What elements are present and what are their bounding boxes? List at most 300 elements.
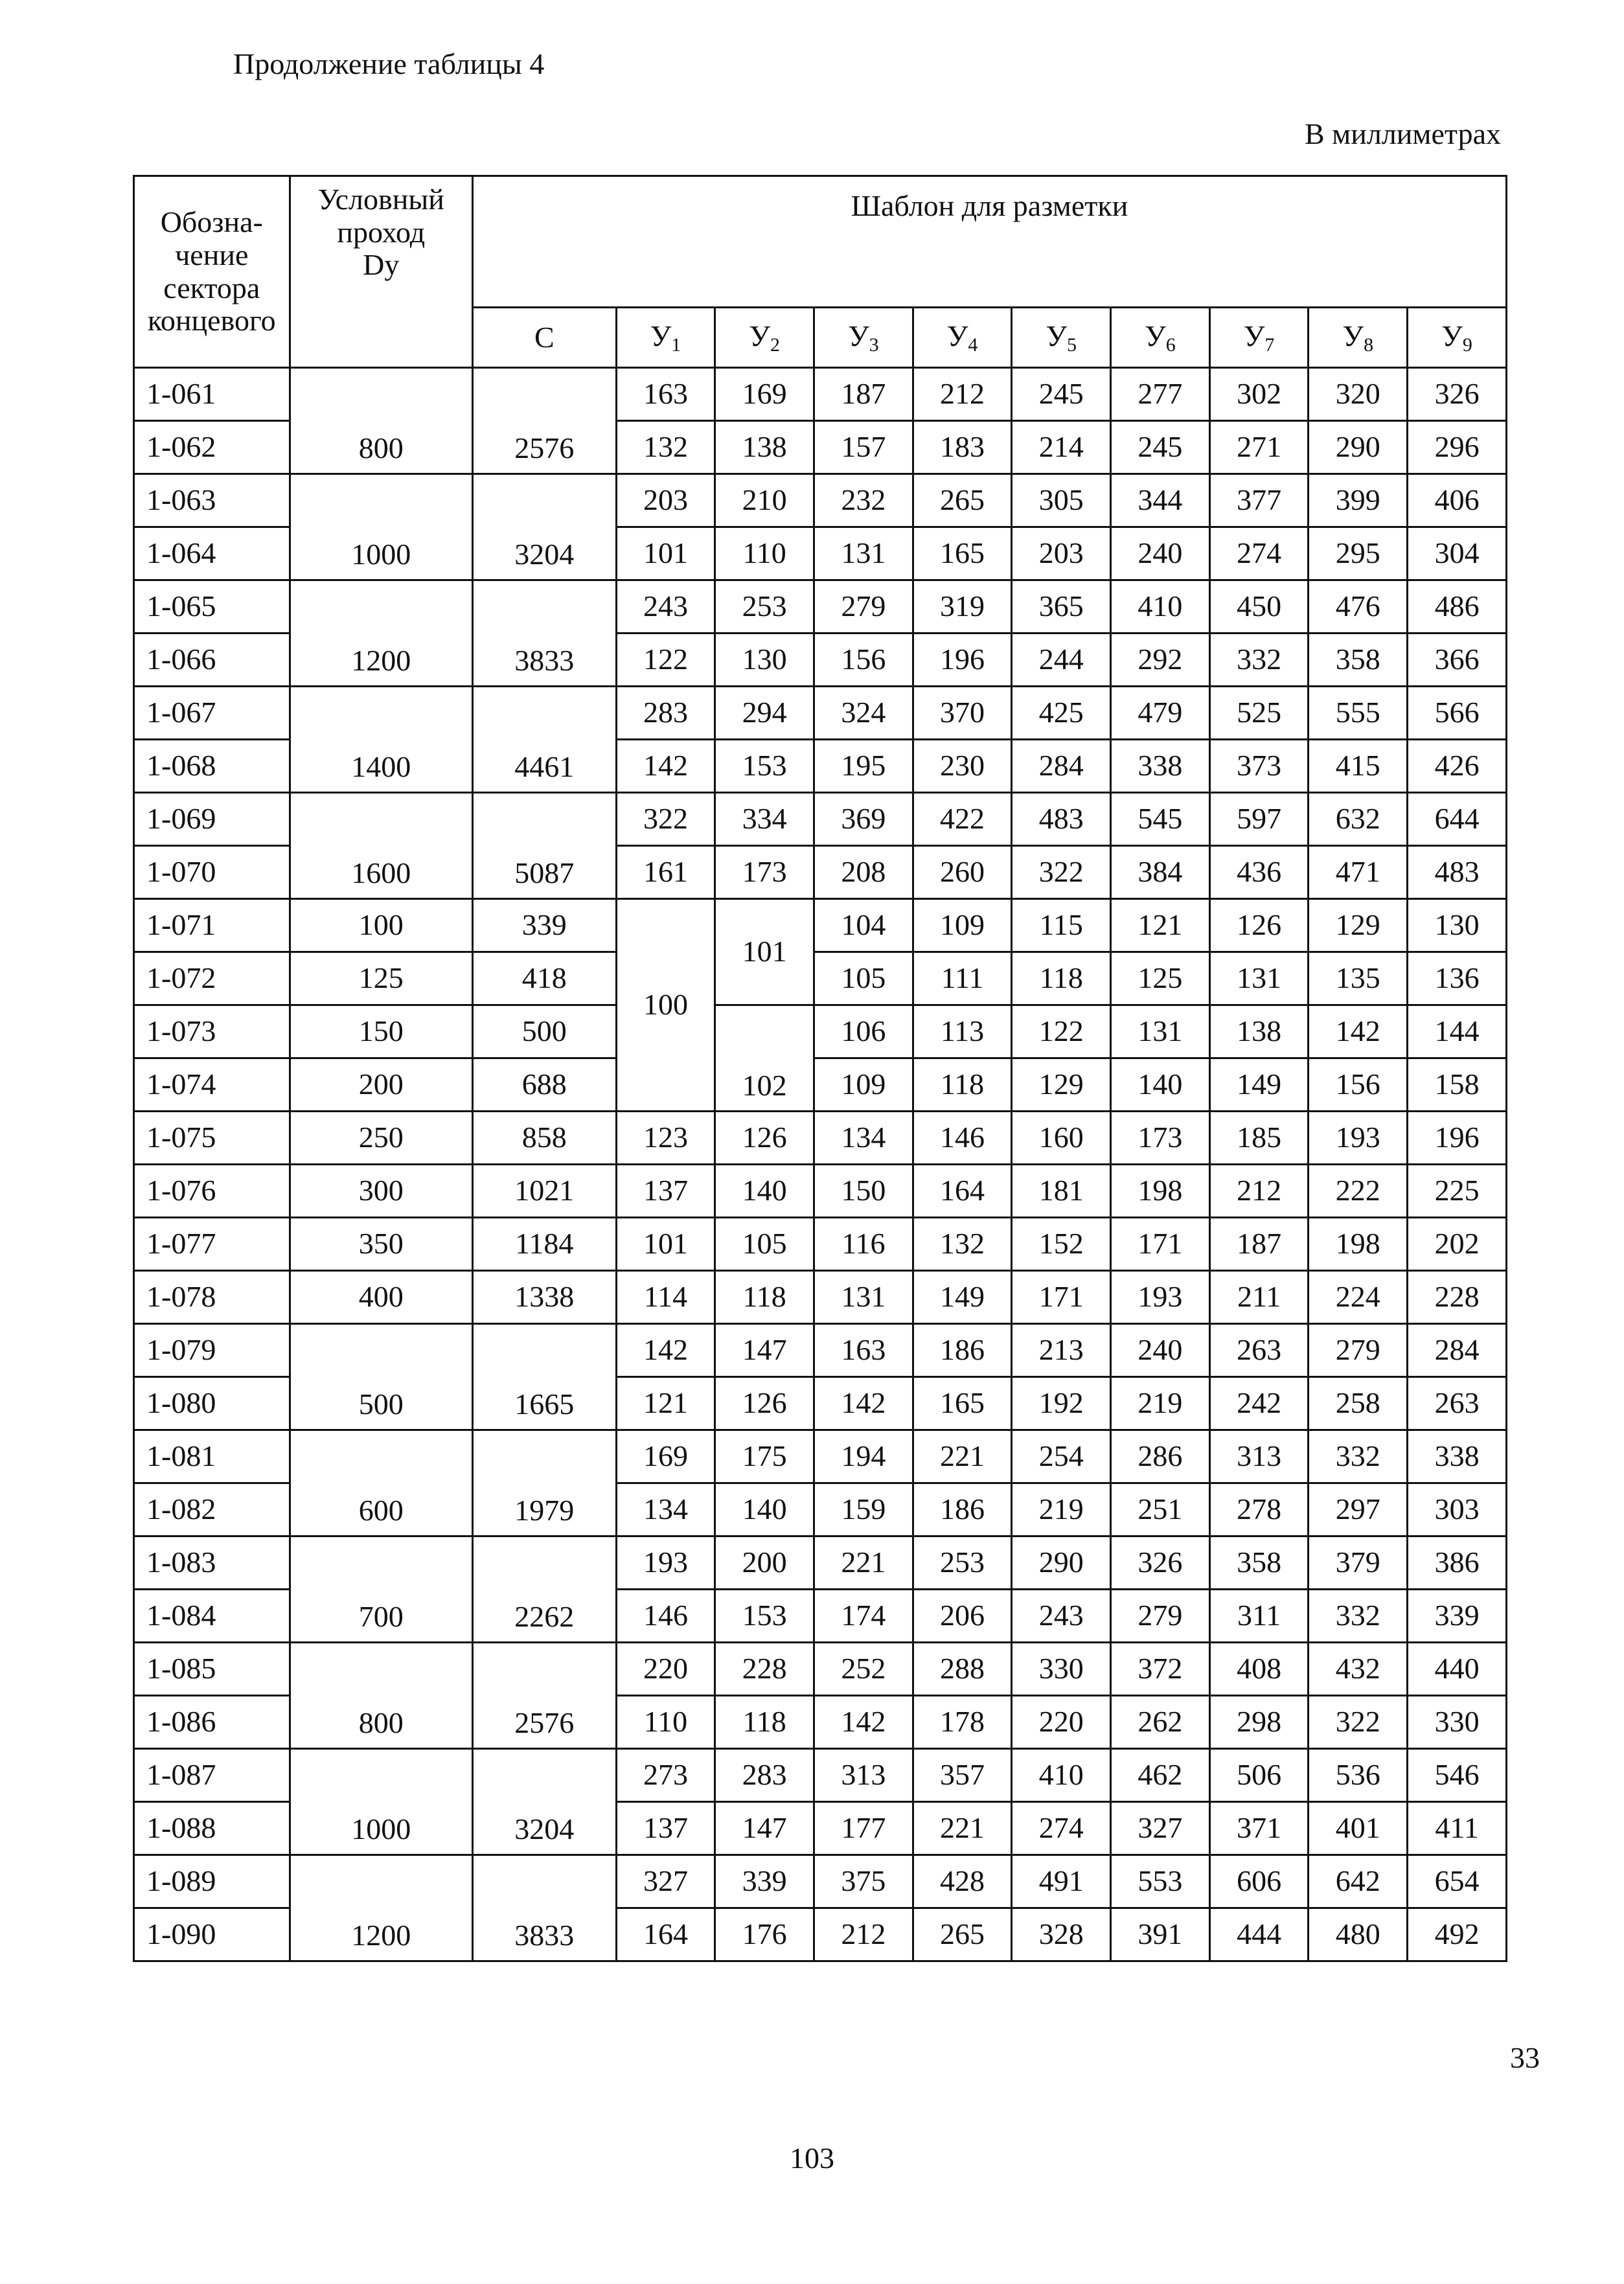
sector-code: 1-073 xyxy=(134,1005,290,1058)
y-value: 263 xyxy=(1209,1324,1309,1377)
y-value: 304 xyxy=(1408,527,1507,580)
y-value: 326 xyxy=(1111,1536,1210,1590)
c-value: 3204 xyxy=(472,474,616,580)
y-value: 220 xyxy=(1012,1696,1111,1749)
sector-code: 1-084 xyxy=(134,1590,290,1643)
y-value: 243 xyxy=(1012,1590,1111,1643)
y-value: 115 xyxy=(1012,899,1111,952)
y-value: 130 xyxy=(715,634,814,687)
y-value: 410 xyxy=(1012,1749,1111,1802)
y-value: 228 xyxy=(1408,1271,1507,1324)
dy-value: 1600 xyxy=(290,793,472,899)
y-value: 288 xyxy=(913,1643,1012,1696)
sector-code: 1-078 xyxy=(134,1271,290,1324)
y-value: 102 xyxy=(715,1005,814,1112)
y-value: 134 xyxy=(616,1483,715,1536)
y-value: 158 xyxy=(1408,1058,1507,1112)
y-value: 386 xyxy=(1408,1536,1507,1590)
y-value: 193 xyxy=(1309,1112,1408,1165)
y-value: 326 xyxy=(1408,368,1507,421)
y-value: 221 xyxy=(814,1536,913,1590)
y-value: 553 xyxy=(1111,1855,1210,1908)
table-row xyxy=(134,1749,1507,1802)
y-value: 129 xyxy=(1012,1058,1111,1112)
y-value: 284 xyxy=(1012,740,1111,793)
c-value: 5087 xyxy=(472,793,616,899)
y-value: 279 xyxy=(1111,1590,1210,1643)
y-value: 142 xyxy=(814,1377,913,1430)
y-value: 369 xyxy=(814,793,913,846)
y-value: 415 xyxy=(1309,740,1408,793)
y-value: 159 xyxy=(814,1483,913,1536)
y-value: 313 xyxy=(814,1749,913,1802)
header-y5: $У_5$ xyxy=(1012,308,1111,368)
footer-page-number: 103 xyxy=(790,2141,834,2175)
y-value: 320 xyxy=(1309,368,1408,421)
y-value: 339 xyxy=(1408,1590,1507,1643)
header-dy: Условный проход Dy xyxy=(290,176,472,368)
y-value: 130 xyxy=(1408,899,1507,952)
y-value: 232 xyxy=(814,474,913,527)
y-value: 391 xyxy=(1111,1908,1210,1961)
y-value: 408 xyxy=(1209,1643,1309,1696)
y-value: 332 xyxy=(1209,634,1309,687)
y-value: 220 xyxy=(616,1643,715,1696)
y-value: 384 xyxy=(1111,846,1210,899)
y-value: 174 xyxy=(814,1590,913,1643)
y-value: 224 xyxy=(1309,1271,1408,1324)
sector-code: 1-072 xyxy=(134,952,290,1005)
y-value: 163 xyxy=(814,1324,913,1377)
y-value: 338 xyxy=(1408,1430,1507,1483)
c-value: 1979 xyxy=(472,1430,616,1536)
dy-value: 200 xyxy=(290,1058,472,1112)
y-value: 121 xyxy=(616,1377,715,1430)
table-row xyxy=(134,1324,1507,1377)
table-row xyxy=(134,1165,1507,1218)
y-value: 279 xyxy=(814,580,913,634)
y-value: 372 xyxy=(1111,1643,1210,1696)
table-header xyxy=(134,176,1507,368)
y-value: 260 xyxy=(913,846,1012,899)
y-value: 165 xyxy=(913,527,1012,580)
sector-code: 1-089 xyxy=(134,1855,290,1908)
y-value: 212 xyxy=(1209,1165,1309,1218)
y-value: 258 xyxy=(1309,1377,1408,1430)
y-value: 101 xyxy=(616,1218,715,1271)
sector-code: 1-079 xyxy=(134,1324,290,1377)
table-body xyxy=(134,368,1507,1961)
y-value: 111 xyxy=(913,952,1012,1005)
y-value: 187 xyxy=(814,368,913,421)
header-sector: Обозна- чение сектора концевого xyxy=(134,176,290,368)
y-value: 322 xyxy=(1309,1696,1408,1749)
y-value: 200 xyxy=(715,1536,814,1590)
sector-code: 1-082 xyxy=(134,1483,290,1536)
y-value: 379 xyxy=(1309,1536,1408,1590)
y-value: 118 xyxy=(913,1058,1012,1112)
y-value: 186 xyxy=(913,1483,1012,1536)
y-value: 440 xyxy=(1408,1643,1507,1696)
header-y1: $У_1$ xyxy=(616,308,715,368)
y-value: 118 xyxy=(1012,952,1111,1005)
y-value: 125 xyxy=(1111,952,1210,1005)
y-value: 339 xyxy=(715,1855,814,1908)
c-value: 688 xyxy=(472,1058,616,1112)
sector-code: 1-085 xyxy=(134,1643,290,1696)
y-value: 426 xyxy=(1408,740,1507,793)
y-value: 302 xyxy=(1209,368,1309,421)
y-value: 263 xyxy=(1408,1377,1507,1430)
y-value: 483 xyxy=(1012,793,1111,846)
sector-code: 1-063 xyxy=(134,474,290,527)
y-value: 425 xyxy=(1012,687,1111,740)
y-value: 156 xyxy=(1309,1058,1408,1112)
y-value: 240 xyxy=(1111,527,1210,580)
y-value: 101 xyxy=(616,527,715,580)
y-value: 213 xyxy=(1012,1324,1111,1377)
y-value: 150 xyxy=(814,1165,913,1218)
y-value: 160 xyxy=(1012,1112,1111,1165)
y-value: 479 xyxy=(1111,687,1210,740)
y-value: 366 xyxy=(1408,634,1507,687)
y-value: 566 xyxy=(1408,687,1507,740)
sector-code: 1-070 xyxy=(134,846,290,899)
y-value: 597 xyxy=(1209,793,1309,846)
y-value: 322 xyxy=(616,793,715,846)
c-value: 1021 xyxy=(472,1165,616,1218)
y-value: 462 xyxy=(1111,1749,1210,1802)
y-value: 252 xyxy=(814,1643,913,1696)
c-value: 2576 xyxy=(472,368,616,474)
table-row xyxy=(134,793,1507,846)
y-value: 206 xyxy=(913,1590,1012,1643)
y-value: 375 xyxy=(814,1855,913,1908)
dy-value: 350 xyxy=(290,1218,472,1271)
sector-code: 1-061 xyxy=(134,368,290,421)
y-value: 212 xyxy=(913,368,1012,421)
y-value: 136 xyxy=(1408,952,1507,1005)
y-value: 254 xyxy=(1012,1430,1111,1483)
y-value: 142 xyxy=(616,740,715,793)
y-value: 118 xyxy=(715,1696,814,1749)
y-value: 140 xyxy=(715,1165,814,1218)
y-value: 140 xyxy=(715,1483,814,1536)
y-value: 123 xyxy=(616,1112,715,1165)
sector-code: 1-076 xyxy=(134,1165,290,1218)
sector-code: 1-090 xyxy=(134,1908,290,1961)
y-value: 122 xyxy=(616,634,715,687)
y-value: 486 xyxy=(1408,580,1507,634)
sector-code: 1-071 xyxy=(134,899,290,952)
y-value: 243 xyxy=(616,580,715,634)
y-value: 110 xyxy=(715,527,814,580)
y-value: 642 xyxy=(1309,1855,1408,1908)
dy-value: 300 xyxy=(290,1165,472,1218)
y-value: 358 xyxy=(1309,634,1408,687)
table-row xyxy=(134,368,1507,421)
y-value: 183 xyxy=(913,421,1012,474)
table-row xyxy=(134,952,1507,1005)
y-value: 253 xyxy=(715,580,814,634)
c-value: 4461 xyxy=(472,687,616,793)
y-value: 222 xyxy=(1309,1165,1408,1218)
y-value: 135 xyxy=(1309,952,1408,1005)
y-value: 410 xyxy=(1111,580,1210,634)
y-value: 214 xyxy=(1012,421,1111,474)
y-value: 251 xyxy=(1111,1483,1210,1536)
y-value: 406 xyxy=(1408,474,1507,527)
y-value: 149 xyxy=(1209,1058,1309,1112)
y-value: 175 xyxy=(715,1430,814,1483)
header-y4: $У_4$ xyxy=(913,308,1012,368)
y-value: 114 xyxy=(616,1271,715,1324)
y-value: 219 xyxy=(1111,1377,1210,1430)
y-value: 147 xyxy=(715,1802,814,1855)
y-value: 654 xyxy=(1408,1855,1507,1908)
y-value: 328 xyxy=(1012,1908,1111,1961)
y-value: 193 xyxy=(616,1536,715,1590)
sector-code: 1-080 xyxy=(134,1377,290,1430)
y-value: 606 xyxy=(1209,1855,1309,1908)
y-value: 137 xyxy=(616,1802,715,1855)
y-value: 178 xyxy=(913,1696,1012,1749)
y-value: 545 xyxy=(1111,793,1210,846)
y-value: 506 xyxy=(1209,1749,1309,1802)
y-value: 225 xyxy=(1408,1165,1507,1218)
sector-code: 1-088 xyxy=(134,1802,290,1855)
c-value: 1665 xyxy=(472,1324,616,1430)
y-value: 295 xyxy=(1309,527,1408,580)
y-value: 126 xyxy=(715,1377,814,1430)
y-value: 138 xyxy=(715,421,814,474)
sector-code: 1-062 xyxy=(134,421,290,474)
c-value: 339 xyxy=(472,899,616,952)
y-value: 109 xyxy=(913,899,1012,952)
y-value: 297 xyxy=(1309,1483,1408,1536)
units-note: В миллиметрах xyxy=(1304,117,1501,150)
y-value: 411 xyxy=(1408,1802,1507,1855)
y-value: 193 xyxy=(1111,1271,1210,1324)
dy-value: 1000 xyxy=(290,1749,472,1855)
y-value: 377 xyxy=(1209,474,1309,527)
y-value: 644 xyxy=(1408,793,1507,846)
y-value: 290 xyxy=(1309,421,1408,474)
y-value: 164 xyxy=(616,1908,715,1961)
y-value: 203 xyxy=(1012,527,1111,580)
sector-code: 1-077 xyxy=(134,1218,290,1271)
y-value: 322 xyxy=(1012,846,1111,899)
y-value: 338 xyxy=(1111,740,1210,793)
y-value: 185 xyxy=(1209,1112,1309,1165)
table-row xyxy=(134,899,1507,952)
y-value: 286 xyxy=(1111,1430,1210,1483)
y-value: 126 xyxy=(715,1112,814,1165)
dy-value: 700 xyxy=(290,1536,472,1643)
y-value: 265 xyxy=(913,474,1012,527)
y-value: 144 xyxy=(1408,1005,1507,1058)
y-value: 210 xyxy=(715,474,814,527)
y-value: 196 xyxy=(913,634,1012,687)
y-value: 142 xyxy=(814,1696,913,1749)
c-value: 1338 xyxy=(472,1271,616,1324)
y-value: 358 xyxy=(1209,1536,1309,1590)
y-value: 137 xyxy=(616,1165,715,1218)
y-value: 262 xyxy=(1111,1696,1210,1749)
y-value: 491 xyxy=(1012,1855,1111,1908)
y-value: 163 xyxy=(616,368,715,421)
y-value: 149 xyxy=(913,1271,1012,1324)
y-value: 208 xyxy=(814,846,913,899)
sector-code: 1-087 xyxy=(134,1749,290,1802)
y-value: 153 xyxy=(715,1590,814,1643)
y-value: 399 xyxy=(1309,474,1408,527)
y-value: 177 xyxy=(814,1802,913,1855)
header-y6: $У_6$ xyxy=(1111,308,1210,368)
table-row xyxy=(134,1855,1507,1908)
y-value: 153 xyxy=(715,740,814,793)
y-value: 116 xyxy=(814,1218,913,1271)
c-value: 2262 xyxy=(472,1536,616,1643)
dy-value: 600 xyxy=(290,1430,472,1536)
y-value: 253 xyxy=(913,1536,1012,1590)
y-value: 428 xyxy=(913,1855,1012,1908)
data-table xyxy=(133,175,1507,1962)
y-value: 401 xyxy=(1309,1802,1408,1855)
y-value: 146 xyxy=(616,1590,715,1643)
y-value: 546 xyxy=(1408,1749,1507,1802)
y-value: 373 xyxy=(1209,740,1309,793)
y-value: 313 xyxy=(1209,1430,1309,1483)
y-value: 319 xyxy=(913,580,1012,634)
y-value: 101 xyxy=(715,899,814,1005)
y-value: 176 xyxy=(715,1908,814,1961)
y-value: 330 xyxy=(1012,1643,1111,1696)
y-value: 134 xyxy=(814,1112,913,1165)
y-value: 471 xyxy=(1309,846,1408,899)
dy-value: 1200 xyxy=(290,580,472,687)
y-value: 334 xyxy=(715,793,814,846)
table-row xyxy=(134,1112,1507,1165)
y-value: 105 xyxy=(715,1218,814,1271)
y-value: 126 xyxy=(1209,899,1309,952)
y-value: 100 xyxy=(616,899,715,1112)
y-value: 202 xyxy=(1408,1218,1507,1271)
y-value: 278 xyxy=(1209,1483,1309,1536)
dy-value: 1000 xyxy=(290,474,472,580)
y-value: 450 xyxy=(1209,580,1309,634)
y-value: 271 xyxy=(1209,421,1309,474)
header-template-group: Шаблон для разметки xyxy=(472,176,1506,308)
y-value: 186 xyxy=(913,1324,1012,1377)
y-value: 277 xyxy=(1111,368,1210,421)
y-value: 104 xyxy=(814,899,913,952)
y-value: 113 xyxy=(913,1005,1012,1058)
header-y8: $У_8$ xyxy=(1309,308,1408,368)
c-value: 3833 xyxy=(472,1855,616,1961)
header-y2: $У_2$ xyxy=(715,308,814,368)
y-value: 109 xyxy=(814,1058,913,1112)
y-value: 444 xyxy=(1209,1908,1309,1961)
sector-code: 1-068 xyxy=(134,740,290,793)
y-value: 132 xyxy=(616,421,715,474)
sector-code: 1-066 xyxy=(134,634,290,687)
table-row xyxy=(134,1643,1507,1696)
sector-code: 1-083 xyxy=(134,1536,290,1590)
table-row xyxy=(134,580,1507,634)
y-value: 131 xyxy=(814,527,913,580)
c-value: 3204 xyxy=(472,1749,616,1855)
y-value: 187 xyxy=(1209,1218,1309,1271)
c-value: 2576 xyxy=(472,1643,616,1749)
dy-value: 150 xyxy=(290,1005,472,1058)
y-value: 132 xyxy=(913,1218,1012,1271)
header-y9: $У_9$ xyxy=(1408,308,1507,368)
header-y3: $У_3$ xyxy=(814,308,913,368)
y-value: 131 xyxy=(1209,952,1309,1005)
dy-value: 1200 xyxy=(290,1855,472,1961)
y-value: 344 xyxy=(1111,474,1210,527)
sector-code: 1-075 xyxy=(134,1112,290,1165)
sector-code: 1-069 xyxy=(134,793,290,846)
header-c: С xyxy=(472,308,616,368)
table-row xyxy=(134,687,1507,740)
y-value: 324 xyxy=(814,687,913,740)
y-value: 240 xyxy=(1111,1324,1210,1377)
y-value: 632 xyxy=(1309,793,1408,846)
y-value: 536 xyxy=(1309,1749,1408,1802)
y-value: 152 xyxy=(1012,1218,1111,1271)
dy-value: 1400 xyxy=(290,687,472,793)
table-row xyxy=(134,1536,1507,1590)
y-value: 219 xyxy=(1012,1483,1111,1536)
y-value: 311 xyxy=(1209,1590,1309,1643)
y-value: 273 xyxy=(616,1749,715,1802)
y-value: 305 xyxy=(1012,474,1111,527)
sector-code: 1-067 xyxy=(134,687,290,740)
y-value: 129 xyxy=(1309,899,1408,952)
y-value: 371 xyxy=(1209,1802,1309,1855)
c-value: 500 xyxy=(472,1005,616,1058)
y-value: 196 xyxy=(1408,1112,1507,1165)
dy-value: 100 xyxy=(290,899,472,952)
y-value: 121 xyxy=(1111,899,1210,952)
y-value: 157 xyxy=(814,421,913,474)
y-value: 283 xyxy=(616,687,715,740)
y-value: 198 xyxy=(1111,1165,1210,1218)
y-value: 221 xyxy=(913,1802,1012,1855)
c-value: 1184 xyxy=(472,1218,616,1271)
y-value: 122 xyxy=(1012,1005,1111,1058)
y-value: 422 xyxy=(913,793,1012,846)
y-value: 242 xyxy=(1209,1377,1309,1430)
table-row xyxy=(134,1058,1507,1112)
y-value: 274 xyxy=(1209,527,1309,580)
y-value: 230 xyxy=(913,740,1012,793)
sector-code: 1-074 xyxy=(134,1058,290,1112)
y-value: 330 xyxy=(1408,1696,1507,1749)
c-value: 858 xyxy=(472,1112,616,1165)
table-row xyxy=(134,1271,1507,1324)
sector-code: 1-081 xyxy=(134,1430,290,1483)
dy-value: 400 xyxy=(290,1271,472,1324)
y-value: 483 xyxy=(1408,846,1507,899)
y-value: 171 xyxy=(1012,1271,1111,1324)
y-value: 245 xyxy=(1111,421,1210,474)
y-value: 244 xyxy=(1012,634,1111,687)
y-value: 221 xyxy=(913,1430,1012,1483)
y-value: 292 xyxy=(1111,634,1210,687)
